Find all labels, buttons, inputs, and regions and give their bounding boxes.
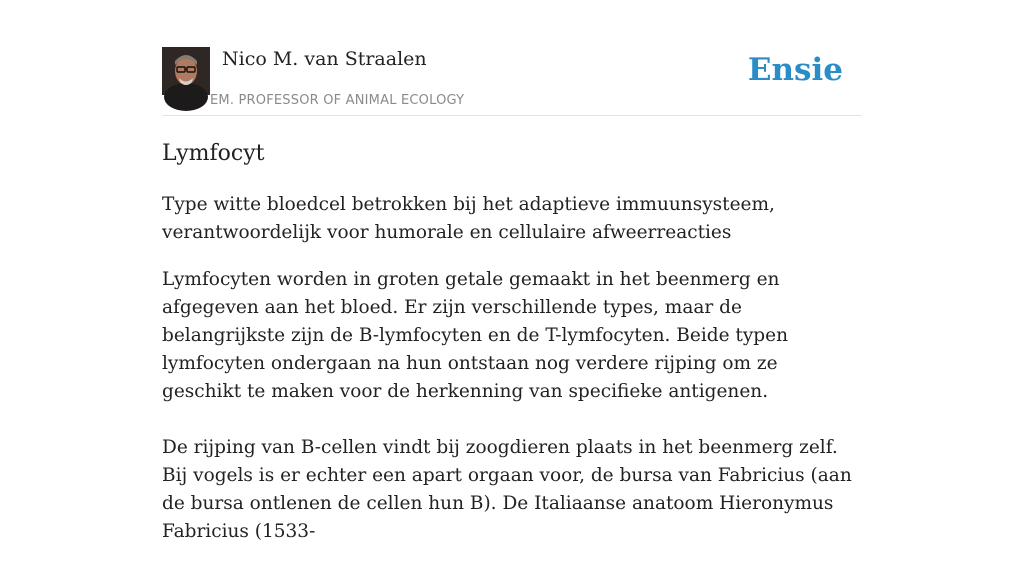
author-title: EM. PROFESSOR OF ANIMAL ECOLOGY xyxy=(210,93,465,108)
author-name[interactable]: Nico M. van Straalen xyxy=(222,48,427,70)
article xyxy=(162,138,862,574)
author-avatar[interactable] xyxy=(162,47,210,95)
article-paragraph: De rijping van B-cellen vindt bij zoogdieren plaats in het beenmerg zelf. Bij vogels is er echter een apart orgaan voor, de bursa van Fabricius (aan de bursa ontlenen de cellen hun B). De Italiaanse anatoom Hieronymus Fabricius (1533- xyxy=(162,437,852,542)
article-lead: Type witte bloedcel betrokken bij het adaptieve immuunsysteem, verantwoordelijk voor humorale en cellulaire afweerreacties xyxy=(162,194,775,243)
article-paragraph: Lymfocyten worden in groten getale gemaakt in het beenmerg en afgegeven aan het bloed. Er zijn verschillende types, maar de belangrijkste zijn de B-lymfocyten en de T-lymfocyten. Beide typen lymfocyten ondergaan na hun ontstaan nog verdere rijping om ze geschikt te maken voor de herkenning van specifieke antigenen. xyxy=(162,269,789,402)
brand-logo[interactable]: Ensie xyxy=(747,52,843,88)
article-title: Lymfocyt xyxy=(162,141,265,166)
author-header xyxy=(162,46,862,116)
avatar-portrait xyxy=(162,47,210,95)
